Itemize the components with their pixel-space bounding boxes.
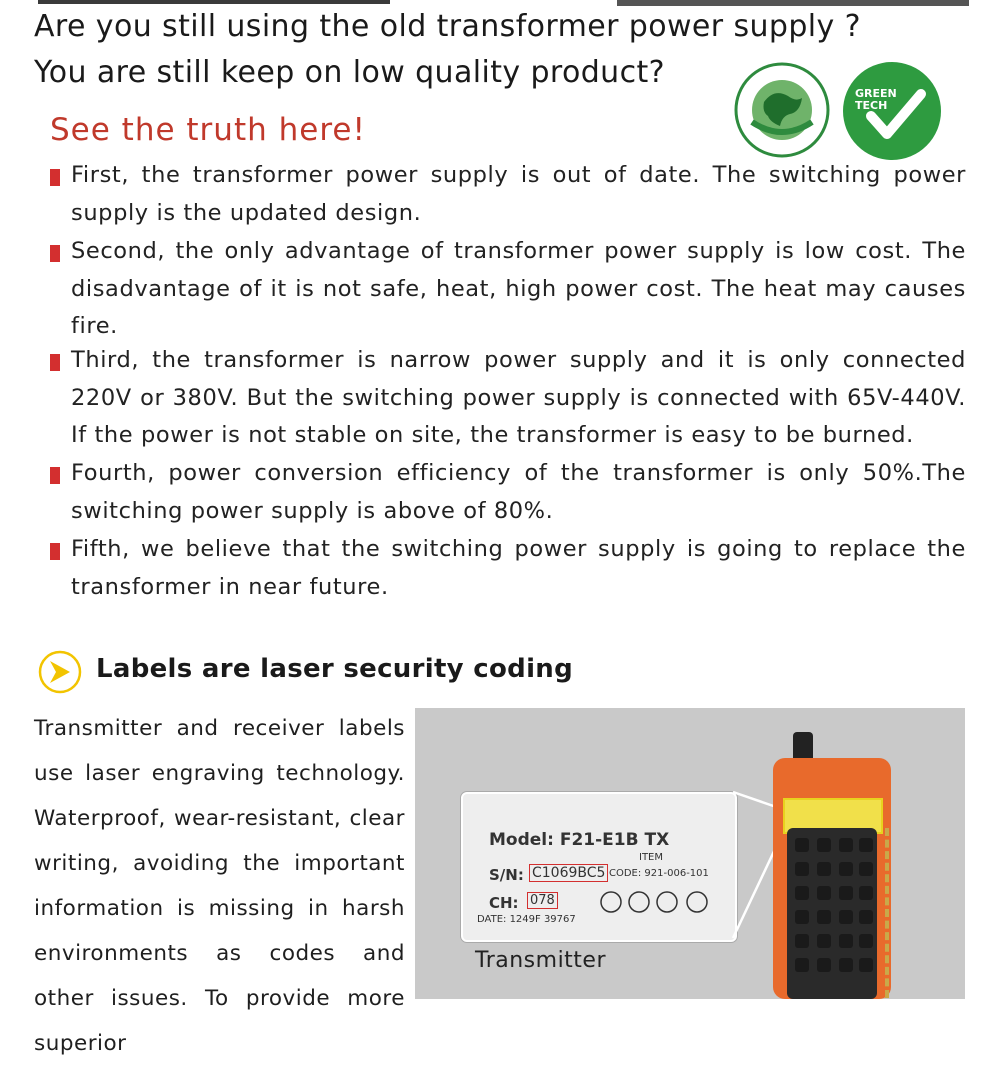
bullet-square-icon bbox=[50, 354, 60, 371]
label-ch-value: 078 bbox=[527, 892, 558, 909]
point-fifth bbox=[50, 531, 966, 606]
point-fourth bbox=[50, 455, 966, 530]
point-text: Fourth, power conversion efficiency of the transformer is only 50%.The switching power supply is above of 80%. bbox=[71, 460, 966, 524]
headline-line-2: You are still keep on low quality product? bbox=[34, 55, 665, 90]
label-model: Model: F21-E1B TX bbox=[489, 830, 670, 850]
bullet-square-icon bbox=[50, 169, 60, 186]
transmitter-device bbox=[773, 758, 891, 999]
label-item: ITEM bbox=[639, 852, 664, 863]
globe-icon bbox=[734, 62, 830, 158]
point-text: Fifth, we believe that the switching power supply is going to replace the transformer in near future. bbox=[71, 536, 966, 600]
bullet-square-icon bbox=[50, 467, 60, 484]
label-ch: CH: bbox=[489, 894, 519, 912]
bullet-square-icon bbox=[50, 543, 60, 560]
label-sn-value: C1069BC5 bbox=[529, 864, 608, 882]
transmitter-photo bbox=[415, 708, 965, 999]
point-text: First, the transformer power supply is out of date. The switching power supply is the updated design. bbox=[71, 162, 966, 226]
point-first bbox=[50, 157, 966, 232]
arrow-right-icon bbox=[38, 650, 82, 694]
see-truth-heading: See the truth here! bbox=[50, 112, 366, 148]
point-third bbox=[50, 342, 966, 455]
headline-line-1: Are you still using the old transformer power supply ? bbox=[34, 9, 861, 44]
top-image-strip-left bbox=[38, 0, 390, 4]
bullet-square-icon bbox=[50, 245, 60, 262]
label-code: CODE: 921-006-101 bbox=[609, 868, 709, 879]
section-description: Transmitter and receiver labels use laser engraving technology. Waterproof, wear-resistant, clear writing, avoiding the important information is missing in harsh environments as codes and other issues. To provide more superior bbox=[34, 716, 405, 1056]
label-sn: S/N: bbox=[489, 866, 524, 884]
point-text: Third, the transformer is narrow power supply and it is only connected 220V or 380V. But the switching power supply is connected with 65V-440V. If the power is not stable on site, the transformer is easy to be burned. bbox=[71, 347, 966, 448]
green-tech-text: GREEN TECH bbox=[855, 87, 897, 112]
point-second bbox=[50, 233, 966, 346]
green-tech-badge bbox=[843, 62, 941, 160]
label-date: DATE: 1249F 39767 bbox=[477, 914, 576, 925]
top-image-strip-right bbox=[617, 0, 969, 6]
eco-badge bbox=[734, 62, 830, 158]
device-keypad bbox=[787, 828, 877, 999]
section-title: Labels are laser security coding bbox=[96, 654, 574, 684]
device-lanyard bbox=[885, 828, 901, 998]
point-text: Second, the only advantage of transformer power supply is low cost. The disadvantage of it is not safe, heat, high power cost. The heat may causes fire. bbox=[71, 238, 966, 339]
photo-caption: Transmitter bbox=[475, 948, 607, 973]
